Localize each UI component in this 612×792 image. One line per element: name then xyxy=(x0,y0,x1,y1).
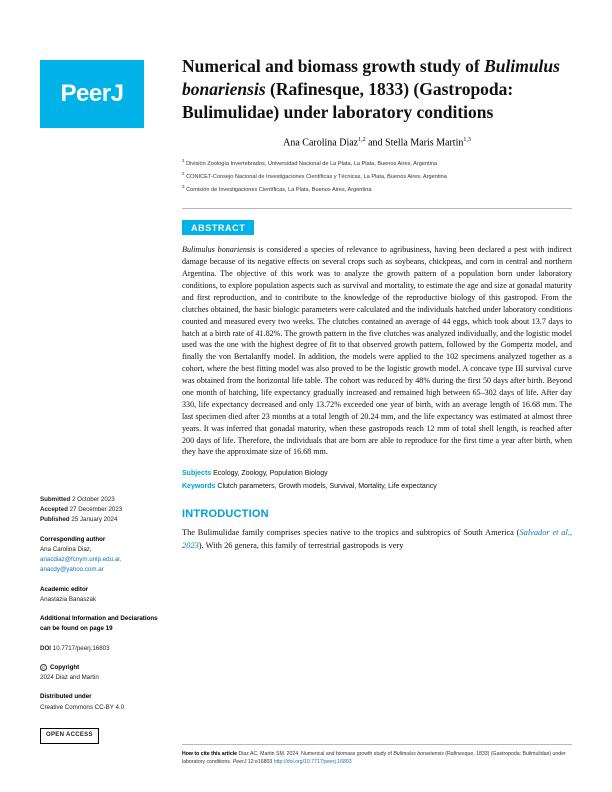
declarations-block xyxy=(40,614,168,634)
peerj-logo-text: PeerJ xyxy=(60,80,124,107)
keywords-line xyxy=(182,482,572,493)
abstract-section xyxy=(182,208,572,459)
intro-text-2: ). With 26 genera, this family of terrestrial gastropods is very xyxy=(198,540,404,550)
academic-editor-block xyxy=(40,585,168,605)
how-to-cite-footer xyxy=(182,744,572,767)
license-block xyxy=(40,692,168,712)
affiliation-2: $^2$ CONICET-Consejo Nacional de Investigaciones Científicas y Técnicas, La Plata, Buenos Aires, Argentina xyxy=(182,170,447,180)
title-part-1: Numerical and biomass growth study of xyxy=(182,56,485,76)
subjects-value: Ecology, Zoology, Population Biology xyxy=(213,470,328,478)
inline-citation-link[interactable]: Salvador et al., 2023 xyxy=(182,528,572,550)
how-to-cite-label: How to cite this article xyxy=(182,751,238,757)
author-list: Ana Carolina Diaz$^{1,2}$ and Stella Maris Martin$^{1,3}$ xyxy=(283,137,471,149)
doi-value: 10.7717/peerj.16803 xyxy=(52,644,110,652)
article-metadata-sidebar xyxy=(40,495,168,744)
submitted-value: 2 October 2023 xyxy=(71,496,115,503)
academic-editor-label: Academic editor xyxy=(40,585,89,593)
published-label: Published xyxy=(40,516,70,524)
keywords-value: Clutch parameters, Growth models, Survival, Mortality, Life expectancy xyxy=(217,482,437,490)
peerj-logo xyxy=(40,60,144,128)
license-value: Creative Commons CC-BY 4.0 xyxy=(40,703,125,711)
keywords-label: Keywords xyxy=(182,482,216,490)
corresponding-email-2[interactable]: anacdy@yahoo.com.ar xyxy=(40,566,104,574)
citation-text-1: Diaz AC, Martin SM. 2024. Numerical and biomass growth study of xyxy=(238,751,394,757)
corresponding-author-block xyxy=(40,535,168,576)
corresponding-email-1[interactable]: anacdiaz@fcnym.unlp.edu.ar, xyxy=(40,556,122,564)
introduction-paragraph xyxy=(182,527,572,552)
accepted-value: 27 December 2023 xyxy=(69,506,123,514)
abstract-lead-species: Bulimulus bonariensis xyxy=(182,245,256,255)
copyright-value: 2024 Diaz and Martin xyxy=(40,674,99,682)
corresponding-author-label: Corresponding author xyxy=(40,535,106,543)
copyright-icon: c xyxy=(40,664,47,671)
copyright-label: Copyright xyxy=(50,663,80,671)
accepted-label: Accepted xyxy=(40,506,68,514)
citation-species: Bulimulus bonariensis xyxy=(393,751,444,757)
submitted-label: Submitted xyxy=(40,496,71,503)
declarations-text: Additional Information and Declarations can be found on page 19 xyxy=(40,615,158,633)
published-value: 25 January 2024 xyxy=(71,516,118,524)
article-main-column xyxy=(182,55,572,553)
abstract-heading: ABSTRACT xyxy=(182,220,254,235)
doi-label: DOI xyxy=(40,644,52,652)
subjects-line xyxy=(182,469,572,480)
subjects-label: Subjects xyxy=(182,470,212,478)
doi-block xyxy=(40,644,168,654)
title-part-2: (Rafinesque, 1833) (Gastropoda: Bulimulidae) under laboratory conditions xyxy=(182,78,514,122)
affiliation-1: $^1$ División Zoología Invertebrados, Universidad Nacional de La Plata, La Plata, Buenos Aires, Argentina xyxy=(182,157,438,167)
abstract-body: is considered a species of relevance to agribusiness, having been declared a pest with indirect damage because of its negative effects on several crops such as soybeans, chickpeas, and corn in central and northern Argentina. The objective of this work was to analyze the growth pattern of a population born under laboratory conditions, to explore population aspects such as survival and mortality, to estimate the age and size at gonadal maturity and first reproduction, and to contribute to the knowledge of the reproductive biology of this gastropod. From the clutches obtained, the basic biologic parameters were calculated and the individuals hatched under laboratory conditions counted and measured every two weeks. The clutches contained an average of 44 eggs, which took about 13.7 days to hatch at a birth rate of 41.82%. The growth pattern in the five clutches was analyzed individually, and the logistic model used was the one with the highest degree of fit to that observed growth pattern, followed by the Gompertz model, and finally the von Bertalanffy model. In addition, the models were applied to the 102 specimens analyzed together as a cohort, where the best fitting model was also proved to be the logistic growth model. A concave type III survival curve was obtained from the horizontal life table. The cohort was reduced by 48% during the first 50 days after birth. Beyond one month of hatching, life expectancy gradually increased and remained high between 65–302 days of life. After day 330, life expectancy decreased and only 13.72% exceeded one year of birth, with an average length of 16.68 mm. The last specimen died after 23 months at a total length of 20.24 mm, and the life expectancy was estimated at almost three years. It was inferred that gonadal maturity, when these gastropods reach 12 mm of total shell length, is reached after 200 days of life. Therefore, the individuals that are born are able to reproduce for the first time a year after birth, when they have the approximate size of 16.68 mm. xyxy=(182,245,573,457)
distributed-label: Distributed under xyxy=(40,693,92,701)
open-access-badge: OPEN ACCESS xyxy=(40,728,99,744)
dates-block xyxy=(40,495,168,526)
citation-text-2: (Rafinesque, 1833) (Gastropoda: Bulimulidae) under laboratory conditions. xyxy=(182,751,566,766)
title-species-name: Bulimulus bonariensis xyxy=(182,56,560,99)
citation-doi-link[interactable]: http://doi.org/10.7717/peerj.16803 xyxy=(273,759,352,766)
citation-journal: PeerJ xyxy=(232,759,247,766)
introduction-heading: INTRODUCTION xyxy=(182,508,269,521)
abstract-text xyxy=(182,244,572,458)
citation-text-3: 12:e16803 xyxy=(246,759,274,766)
page-title xyxy=(182,55,572,123)
copyright-block xyxy=(40,663,168,683)
intro-text-1: The Bulimulidae family comprises species native to the tropics and subtropics of South America ( xyxy=(182,528,520,538)
academic-editor-name: Anastazia Banaszak xyxy=(40,595,97,603)
corresponding-author-name: Ana Carolina Diaz, xyxy=(40,545,92,553)
affiliation-3: $^3$ Comisión de Investigaciones Científicas, La Plata, Buenos Aires, Argentina xyxy=(182,183,372,193)
